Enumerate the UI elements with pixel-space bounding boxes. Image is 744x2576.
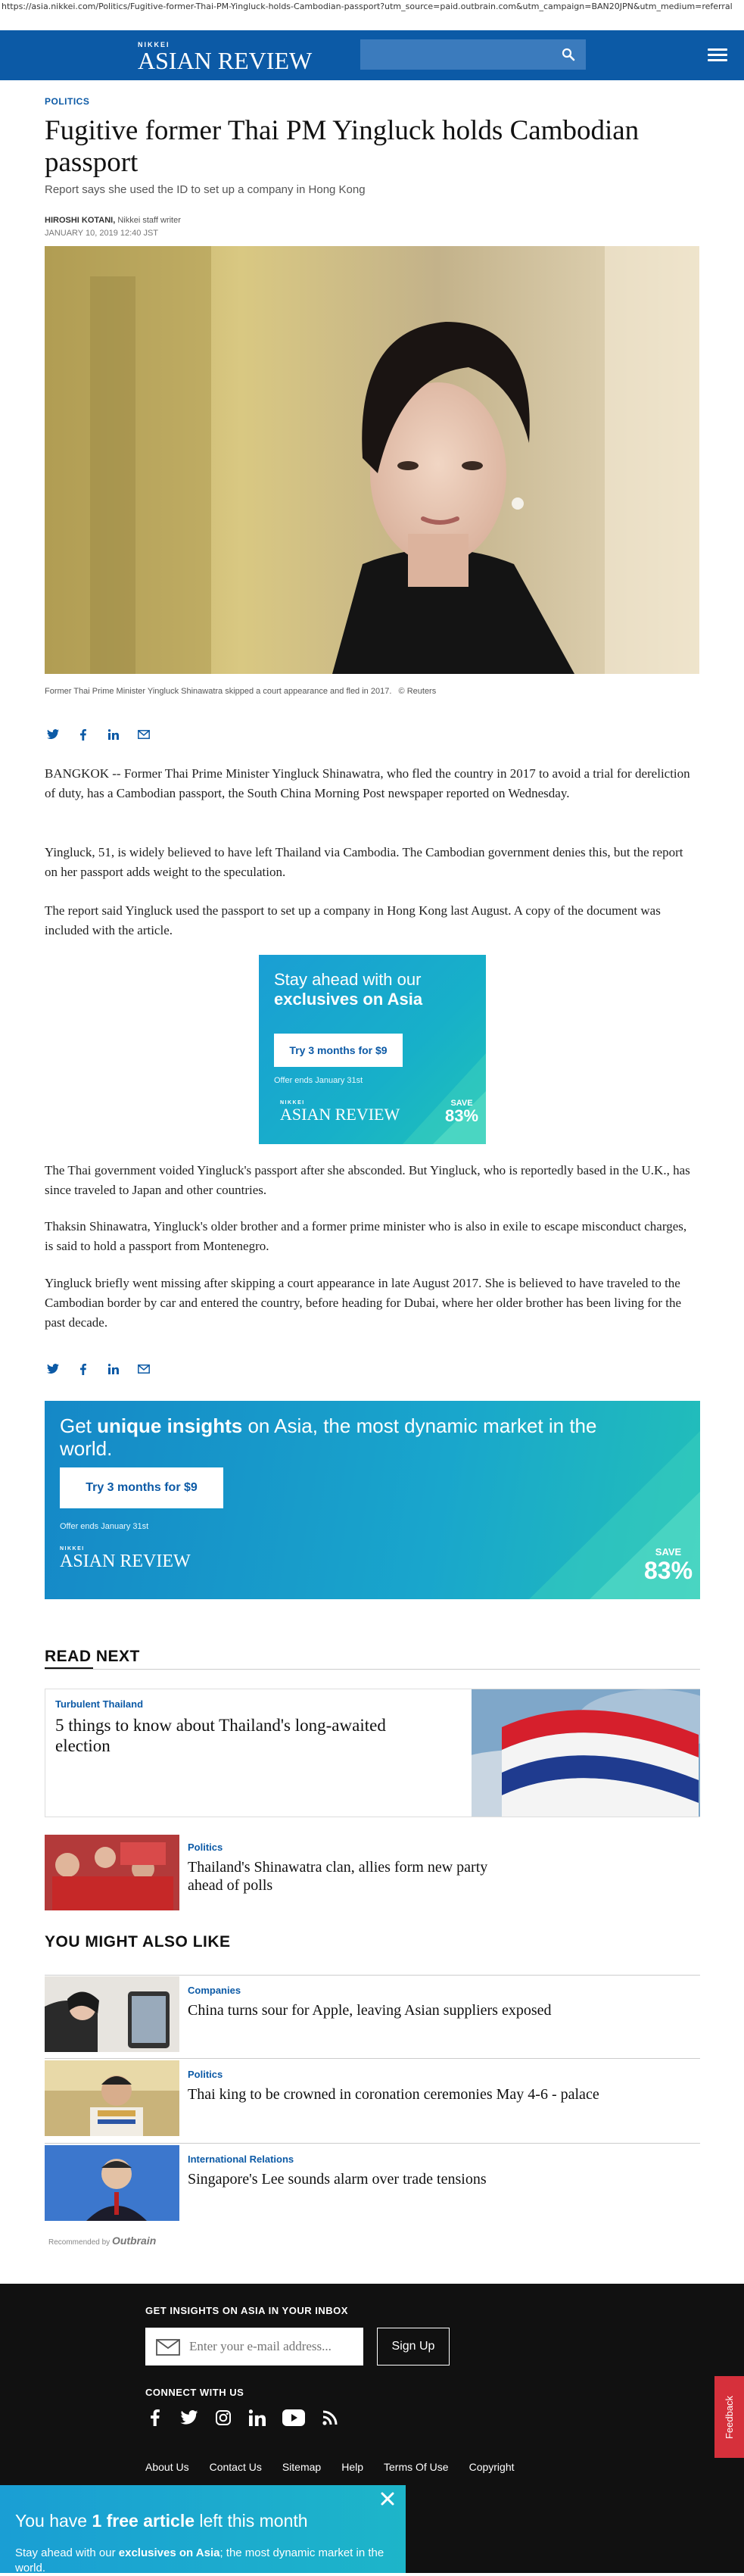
- share-bar-top: [45, 725, 196, 744]
- ad-box-save-value: 83%: [445, 1106, 479, 1125]
- site-logo[interactable]: [138, 41, 312, 73]
- featured-title[interactable]: 5 things to know about Thailand's long-awaited election: [55, 1716, 386, 1755]
- paragraph-4: The Thai government voided Yingluck's passport after she absconded. But Yingluck, who is reportedly based in the U.K., has since traveled to Japan and other countries.: [45, 1163, 690, 1197]
- article-date: JANUARY 10, 2019 12:40 JST: [45, 229, 159, 238]
- also-like-1-thumbnail[interactable]: [45, 1976, 179, 2052]
- share-bar-bottom: [45, 1360, 196, 1378]
- hamburger-menu-icon[interactable]: [706, 45, 729, 65]
- also-like-3-thumbnail[interactable]: [45, 2145, 179, 2221]
- caption-credit: © Reuters: [398, 687, 437, 696]
- outbrain-logo: Outbrain: [111, 2235, 157, 2247]
- also-like-3-category[interactable]: International Relations: [188, 2153, 294, 2165]
- subscription-ad-banner[interactable]: [45, 1401, 700, 1599]
- subscription-ad-box[interactable]: [259, 955, 486, 1144]
- footer-link-about-us[interactable]: About Us: [145, 2461, 189, 2473]
- featured-category[interactable]: Turbulent Thailand: [55, 1698, 144, 1710]
- paywall-subtitle: [15, 2546, 394, 2576]
- footer-link-terms-of-use[interactable]: Terms Of Use: [384, 2461, 449, 2473]
- ad-box-save: [445, 1099, 478, 1124]
- facebook-icon[interactable]: [75, 726, 92, 743]
- footer-social-links: [145, 2408, 340, 2428]
- also-like-heading: YOU MIGHT ALSO LIKE: [45, 1933, 231, 1951]
- paragraph-5: Thaksin Shinawatra, Yingluck's older brother and a former prime minister who is also in exile to escape misconduct charges, is said to hold a passport from Montenegro.: [45, 1219, 687, 1253]
- ad-banner-text-suffix: on Asia, the most dynamic market in the world.: [60, 1414, 597, 1460]
- linkedin-icon[interactable]: [247, 2408, 267, 2428]
- ad-box-offer: Offer ends January 31st: [274, 1076, 363, 1085]
- article-subtitle: Report says she used the ID to set up a company in Hong Kong: [45, 183, 366, 196]
- paragraph-3: The report said Yingluck used the passport to set up a company in Hong Kong last August. A copy of the document was included with the article.: [45, 903, 661, 937]
- also-like-1-title[interactable]: China turns sour for Apple, leaving Asian suppliers exposed: [188, 2002, 552, 2019]
- paywall-title: [15, 2511, 308, 2531]
- also-like-2-title[interactable]: Thai king to be crowned in coronation ceremonies May 4-6 - palace: [188, 2086, 599, 2103]
- paragraph-6: Yingluck briefly went missing after skipping a court appearance in late August 2017. She is believed to have traveled to the Cambodian border by car and entered the country, before heading for Dubai, where her older brother has been living for the past decade.: [45, 1276, 682, 1330]
- also-like-3-title[interactable]: Singapore's Lee sounds alarm over trade tensions: [188, 2171, 487, 2188]
- logo-asian-review: ASIAN REVIEW: [138, 47, 313, 74]
- site-header: [0, 30, 744, 80]
- ad-banner-logo-main: ASIAN REVIEW: [60, 1552, 191, 1571]
- article-title: Fugitive former Thai PM Yingluck holds Cambodian passport: [45, 115, 640, 178]
- also-like-1-category[interactable]: Companies: [188, 1985, 241, 1996]
- envelope-icon: [156, 2339, 180, 2356]
- twitter-icon[interactable]: [179, 2408, 199, 2428]
- email-icon[interactable]: [135, 1361, 152, 1377]
- outbrain-attribution[interactable]: [48, 2235, 156, 2247]
- feedback-tab[interactable]: [714, 2376, 744, 2458]
- ad-banner-save: [644, 1546, 693, 1583]
- twitter-icon[interactable]: [45, 726, 61, 743]
- ad-banner-save-label: SAVE: [655, 1546, 682, 1558]
- ad-box-line1: Stay ahead with our: [274, 970, 422, 989]
- browser-url: https://asia.nikkei.com/Politics/Fugitive-former-Thai-PM-Yingluck-holds-Cambodian-passport?utm_source=paid.outbrain.com&utm_campaign=BAN20JPN&utm_medium=referral: [2, 2, 733, 11]
- linkedin-icon[interactable]: [105, 726, 122, 743]
- ad-box-logo-main: ASIAN REVIEW: [280, 1105, 400, 1124]
- feedback-label: Feedback: [724, 2395, 735, 2439]
- email-icon[interactable]: [135, 726, 152, 743]
- paragraph-1: BANGKOK -- Former Thai Prime Minister Yingluck Shinawatra, who fled the country in 2017 to avoid a trial for dereliction of duty, has a Cambodian passport, the South China Morning Post newspaper reported on Wednesday.: [45, 766, 690, 800]
- ad-box-line2: exclusives on Asia: [274, 990, 423, 1009]
- footer-link-help[interactable]: Help: [341, 2461, 363, 2473]
- footer-link-contact-us[interactable]: Contact Us: [209, 2461, 262, 2473]
- paywall-title-bold: 1 free article: [92, 2511, 195, 2531]
- ad-banner-offer: Offer ends January 31st: [60, 1522, 149, 1531]
- section-label[interactable]: POLITICS: [45, 96, 90, 107]
- linkedin-icon[interactable]: [105, 1361, 122, 1377]
- youtube-icon[interactable]: [282, 2408, 306, 2428]
- also-like-divider-1: [45, 2058, 700, 2059]
- ad-banner-logo-top: NIKKEI: [60, 1546, 85, 1552]
- free-article-banner: [0, 2485, 406, 2573]
- ad-box-save-label: SAVE: [450, 1099, 473, 1108]
- caption-text: Former Thai Prime Minister Yingluck Shinawatra skipped a court appearance and fled in 2017.: [45, 687, 392, 696]
- connect-heading: CONNECT WITH US: [145, 2387, 244, 2398]
- ad-banner-try-button[interactable]: Try 3 months for $9: [60, 1467, 223, 1508]
- paywall-sub-suffix: ; the most dynamic market in the world.: [15, 2546, 384, 2574]
- ad-banner-text-prefix: Get: [60, 1414, 98, 1437]
- ad-box-try-button[interactable]: Try 3 months for $9: [274, 1034, 403, 1067]
- search-button[interactable]: [556, 42, 581, 67]
- paywall-sub-prefix: Stay ahead with our: [15, 2546, 119, 2559]
- newsletter-heading: GET INSIGHTS ON ASIA IN YOUR INBOX: [145, 2305, 348, 2316]
- facebook-icon[interactable]: [145, 2408, 165, 2428]
- footer-link-copyright[interactable]: Copyright: [469, 2461, 515, 2473]
- featured-thumbnail[interactable]: [472, 1689, 700, 1817]
- read-next-second-thumbnail[interactable]: [45, 1835, 179, 1910]
- image-caption: [45, 687, 436, 696]
- ad-banner-text-bold: unique insights: [97, 1414, 243, 1437]
- ad-banner-save-value: 83%: [644, 1557, 693, 1584]
- author-role: Nikkei staff writer: [117, 216, 181, 225]
- hero-image: [45, 246, 699, 674]
- paragraph-2: Yingluck, 51, is widely believed to have left Thailand via Cambodia. The Cambodian government denies this, but the report on her passport adds weight to the speculation.: [45, 845, 683, 879]
- newsletter-signup-button[interactable]: Sign Up: [377, 2328, 450, 2365]
- article-author: [45, 216, 181, 225]
- ad-box-logo-top: NIKKEI: [280, 1100, 305, 1106]
- paywall-title-suffix: left this month: [195, 2511, 308, 2531]
- read-next-heading: READ NEXT: [45, 1648, 140, 1665]
- recommended-by: Recommended by: [48, 2238, 111, 2247]
- ad-box-headline: [274, 970, 478, 1009]
- paywall-title-prefix: You have: [15, 2511, 92, 2531]
- second-category[interactable]: Politics: [188, 1842, 223, 1853]
- close-icon[interactable]: [378, 2490, 397, 2508]
- footer-link-sitemap[interactable]: Sitemap: [282, 2461, 322, 2473]
- logo-nikkei: NIKKEI: [138, 41, 170, 48]
- facebook-icon[interactable]: [75, 1361, 92, 1377]
- ad-banner-logo: [60, 1546, 191, 1571]
- rss-icon[interactable]: [320, 2408, 340, 2428]
- also-like-divider: [45, 1975, 700, 1976]
- ad-box-logo: [280, 1100, 400, 1124]
- instagram-icon[interactable]: [213, 2408, 233, 2428]
- read-next-featured-card[interactable]: [45, 1689, 700, 1817]
- ad-banner-headline: [60, 1414, 605, 1460]
- paywall-sub-bold: exclusives on Asia: [118, 2546, 220, 2559]
- author-name[interactable]: HIROSHI KOTANI,: [45, 216, 116, 225]
- footer-links: [145, 2461, 515, 2473]
- also-like-2-category[interactable]: Politics: [188, 2069, 223, 2080]
- read-next-divider: [45, 1669, 700, 1670]
- also-like-divider-2: [45, 2143, 700, 2144]
- twitter-icon[interactable]: [45, 1361, 61, 1377]
- also-like-2-thumbnail[interactable]: [45, 2060, 179, 2136]
- search-input[interactable]: [360, 39, 586, 70]
- search-icon: [562, 48, 575, 61]
- second-title[interactable]: Thailand's Shinawatra clan, allies form new party ahead of polls: [188, 1859, 488, 1894]
